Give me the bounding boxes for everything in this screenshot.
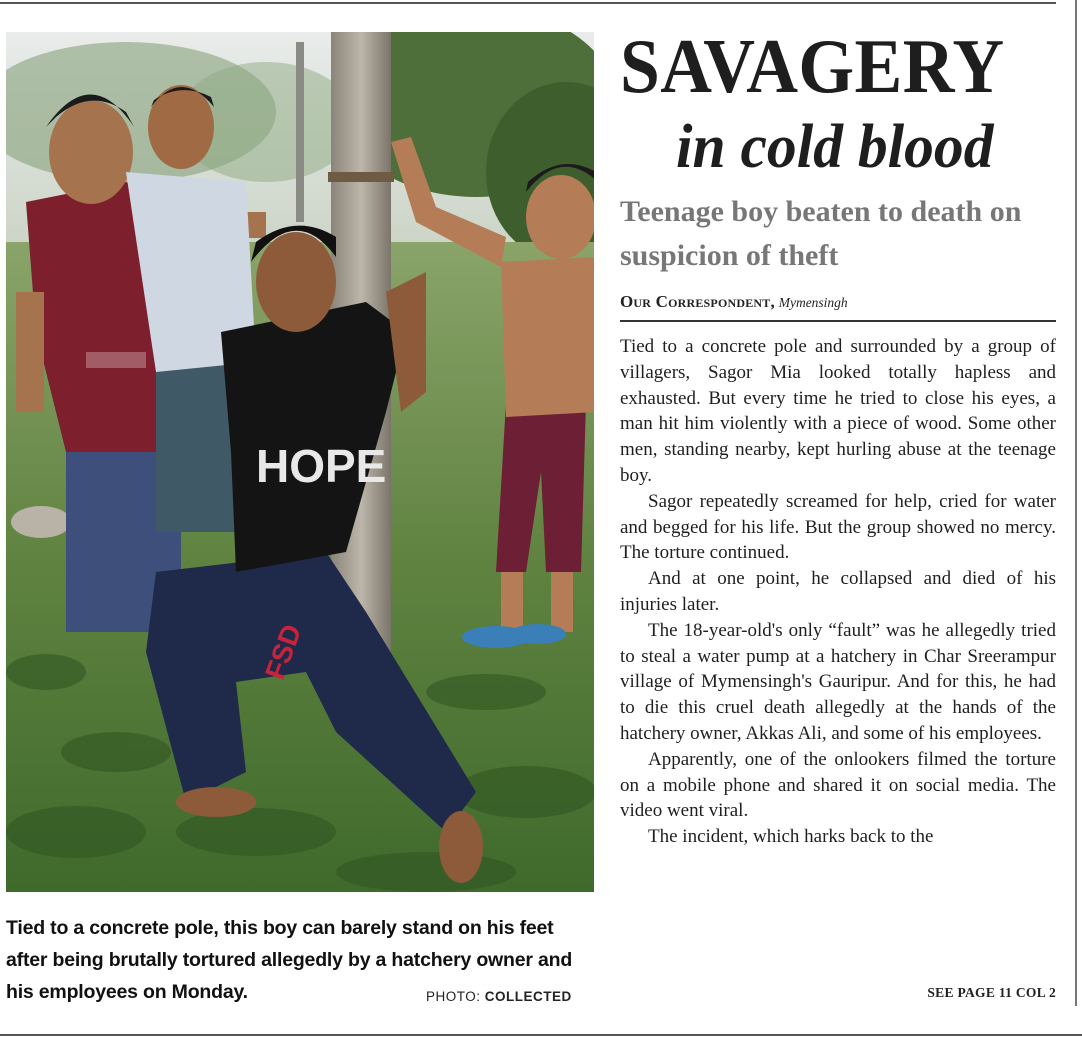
news-photo-illustration: [6, 32, 594, 892]
continued-jump-link[interactable]: SEE PAGE 11 COL 2: [927, 985, 1056, 1000]
trouser-print-text: FSD: [259, 620, 308, 684]
subheadline: Teenage boy beaten to death on suspicion of theft: [620, 195, 1022, 272]
article-paragraph: Apparently, one of the onlookers filmed the torture on a mobile phone and shared it on social media. The video went viral.: [620, 748, 1056, 822]
photo-credit-source: COLLECTED: [484, 989, 572, 1004]
article-paragraph: The incident, which harks back to the: [648, 826, 934, 848]
byline-rule: [620, 320, 1056, 322]
byline-author: Our Correspondent,: [620, 292, 775, 311]
article-paragraph: And at one point, he collapsed and died of his injuries later.: [620, 568, 1056, 615]
headline-secondary: in cold blood: [676, 113, 994, 181]
article-paragraph: Tied to a concrete pole and surrounded by a group of villagers, Sagor Mia looked totally hapless and exhausted. But every time he tried to close his eyes, a man hit him violently with a piece of wood. Some other men, standing nearby, kept hurling abuse at the teenage boy.: [620, 336, 1056, 486]
photo-credit: [426, 989, 596, 1004]
headline-main: SAVAGERY: [620, 23, 1005, 109]
top-rule: [0, 2, 1056, 4]
news-photo: [6, 32, 594, 892]
byline-location: Mymensingh: [778, 295, 848, 310]
article-paragraph: Sagor repeatedly screamed for help, cried for water and begged for his life. But the group showed no mercy. The torture continued.: [620, 490, 1056, 564]
photo-credit-label: PHOTO:: [426, 989, 481, 1004]
bottom-rule: [0, 1034, 1082, 1036]
article-paragraph: The 18-year-old's only “fault” was he allegedly tried to steal a water pump at a hatchery in Char Sreerampur village of Mymensingh's Gauripur. And for this, he had to die this cruel death allegedly at the hands of the hatchery owner, Akkas Ali, and some of his employees.: [620, 619, 1056, 744]
column-rule: [1075, 0, 1077, 1006]
photo-caption: Tied to a concrete pole, this boy can barely stand on his feet after being brutally tortured allegedly by a hatchery owner and his employees on Monday.: [6, 917, 573, 1003]
shirt-print-text: HOPE: [256, 440, 387, 492]
byline: [620, 292, 1060, 312]
article-body: [620, 334, 1056, 978]
